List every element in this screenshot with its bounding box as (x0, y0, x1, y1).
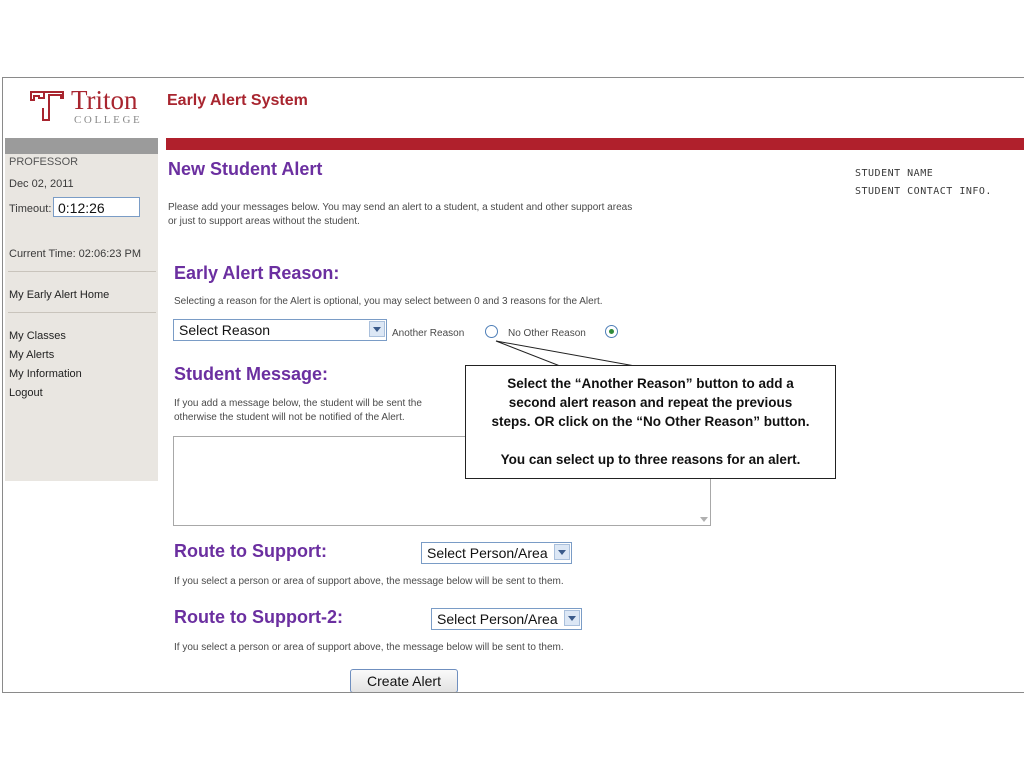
route-support-2-heading: Route to Support-2: (174, 607, 343, 627)
sidebar-item-my-alerts[interactable]: My Alerts (9, 349, 55, 361)
scroll-down-icon[interactable] (700, 517, 708, 522)
sidebar-header-bar (5, 138, 158, 154)
callout-line2: second alert reason and repeat the previous (508, 395, 793, 410)
timeout-label: Timeout: (9, 203, 52, 215)
callout-line4: You can select up to three reasons for an alert. (500, 452, 801, 467)
no-other-reason-radio[interactable] (605, 325, 618, 338)
reason-note: Selecting a reason for the Alert is optional, you may select between 0 and 3 reasons for the Alert. (174, 296, 603, 307)
sidebar-item-my-information[interactable]: My Information (9, 368, 82, 380)
current-date: Dec 02, 2011 (9, 178, 74, 190)
chevron-down-icon[interactable] (554, 544, 570, 560)
route-support-2-note: If you select a person or area of support above, the message below will be sent to them. (174, 642, 564, 653)
triton-college-logo[interactable] (27, 86, 142, 124)
timeout-counter: 0:12:26 (53, 197, 140, 217)
create-alert-button[interactable]: Create Alert (350, 669, 458, 693)
reason-select-value: Select Reason (179, 322, 271, 338)
chevron-down-icon[interactable] (564, 610, 580, 626)
route-support-heading: Route to Support: (174, 541, 327, 561)
intro-text-line2: or just to support areas without the student. (168, 216, 360, 227)
current-time: Current Time: 02:06:23 PM (9, 248, 142, 260)
no-other-reason-label: No Other Reason (508, 328, 586, 339)
page-title: New Student Alert (168, 159, 323, 179)
reason-select[interactable] (173, 319, 387, 341)
route-support-note: If you select a person or area of support above, the message below will be sent to them. (174, 576, 564, 587)
sidebar-item-my-classes[interactable]: My Classes (9, 330, 66, 342)
route-support-2-select-value: Select Person/Area (437, 611, 558, 627)
intro-text-line1: Please add your messages below. You may send an alert to a student, a student and other support areas (168, 202, 633, 213)
route-support-select[interactable] (421, 542, 572, 564)
logo-name: Triton (71, 85, 138, 115)
reason-heading: Early Alert Reason: (174, 263, 340, 283)
sidebar-item-home[interactable]: My Early Alert Home (9, 289, 110, 301)
sidebar-divider (8, 271, 156, 272)
logo-subtitle: COLLEGE (74, 114, 143, 126)
sidebar-item-logout[interactable]: Logout (9, 387, 43, 399)
chevron-down-icon[interactable] (369, 321, 385, 337)
student-message-heading: Student Message: (174, 364, 329, 384)
sidebar (5, 154, 158, 481)
message-note-line1: If you add a message below, the student will be sent the (174, 398, 422, 409)
triton-t-icon (27, 86, 67, 124)
student-contact-info: STUDENT CONTACT INFO. (855, 186, 992, 197)
app-title: Early Alert System (167, 92, 308, 109)
another-reason-radio[interactable] (485, 325, 498, 338)
student-name: STUDENT NAME (855, 168, 934, 179)
message-note-line2: otherwise the student will not be notified of the Alert. (174, 412, 405, 423)
callout-line1: Select the “Another Reason” button to add a (507, 376, 794, 391)
route-support-select-value: Select Person/Area (427, 545, 548, 561)
instruction-callout (465, 365, 836, 479)
callout-line3: steps. OR click on the “No Other Reason” button. (491, 414, 810, 429)
another-reason-label: Another Reason (392, 328, 465, 339)
header-accent-bar (166, 138, 1024, 150)
user-role: PROFESSOR (9, 156, 79, 168)
route-support-2-select[interactable] (431, 608, 582, 630)
sidebar-divider (8, 312, 156, 313)
